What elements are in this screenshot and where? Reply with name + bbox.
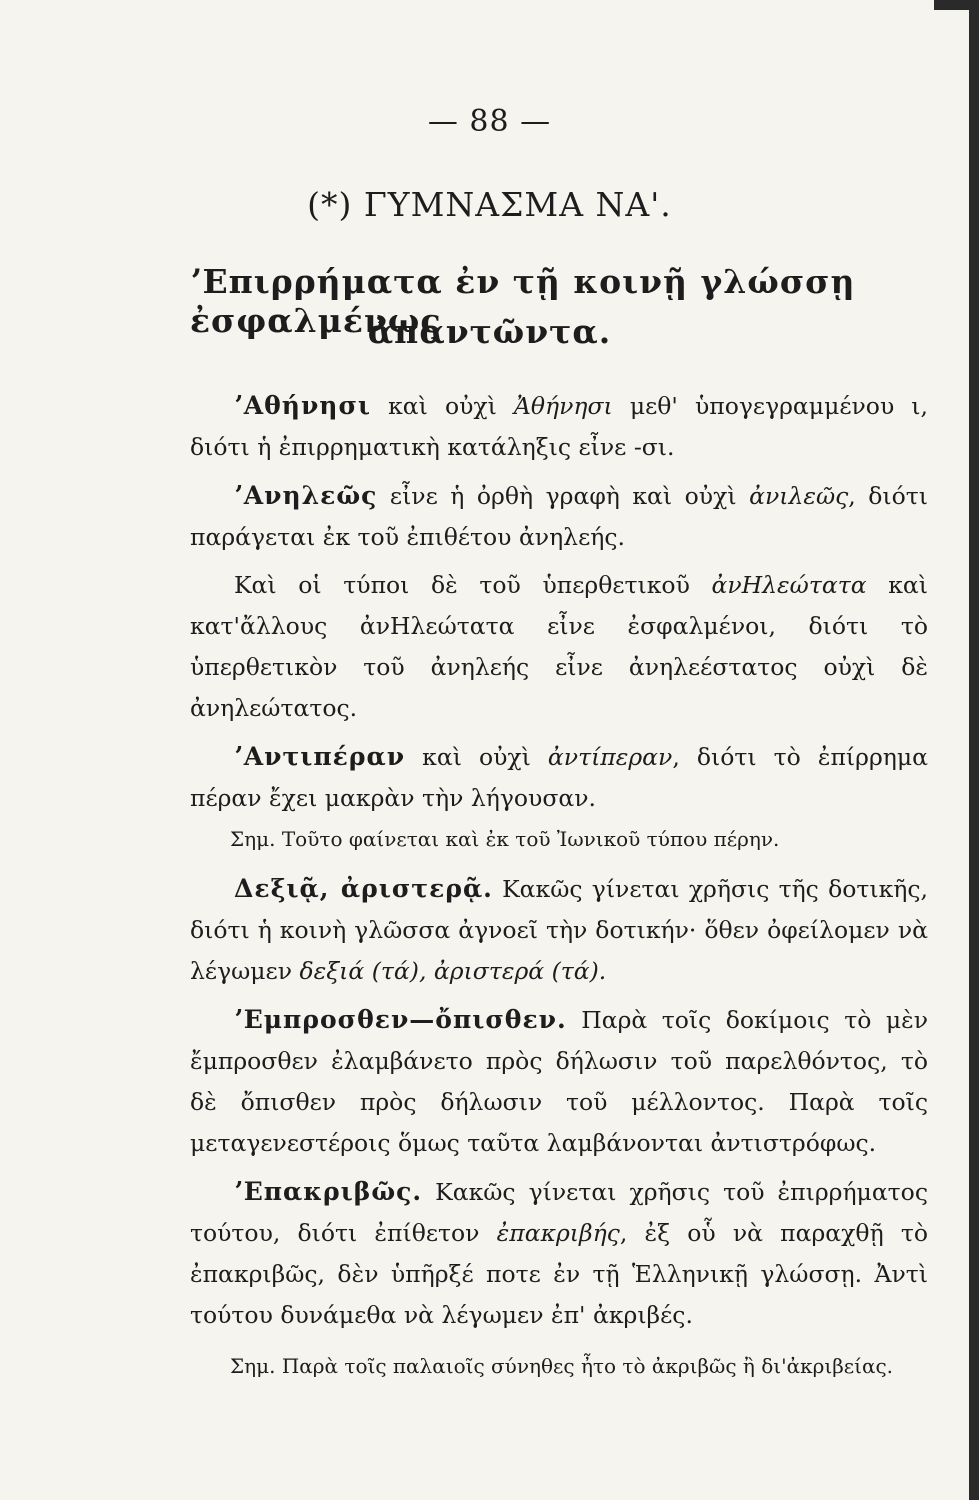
paragraph-text: Καὶ οἱ τύποι δὲ τοῦ ὑπερθετικοῦ <box>234 571 712 599</box>
section-title-line1: ʼΕπιρρήματα ἐν τῇ κοινῇ γλώσσῃ ἐσφαλμένως <box>190 262 856 340</box>
paragraph <box>190 999 928 1164</box>
italic-form: ἀνΗλεώτατα <box>711 571 867 599</box>
paragraph-text: εἶνε ἡ ὀρθὴ γραφὴ καὶ οὐχὶ <box>377 482 750 510</box>
entry-word: ʼΑντιπέραν <box>234 742 406 771</box>
paragraph-text: καὶ κατ'ἄλλους ἀνΗλεώτατα εἶνε ἐσφαλμένοι, διότι τὸ ὑπερθετικὸν τοῦ ἀνηλεής εἶνε ἀνηλεέστατος οὐχὶ δὲ ἀνηλεώτατος. <box>190 571 928 722</box>
body-text <box>190 385 928 1387</box>
entry-word: ʼΑνηλεῶς <box>234 481 378 510</box>
note: Σημ. Τοῦτο φαίνεται καὶ ἐκ τοῦ Ἰωνικοῦ τύπου πέρην. <box>230 827 780 851</box>
paragraph-text: , διότι τὸ ἐπίρρημα πέραν ἔχει μακρὰν τὴν λήγουσαν. <box>190 743 928 812</box>
paragraph <box>190 736 928 819</box>
paragraph <box>190 868 928 992</box>
paragraph-text: μεθ' ὑπογεγραμμένου ι, διότι ἡ ἐπιρρηματικὴ κατάληξις εἶνε -σι. <box>190 392 928 461</box>
paragraph <box>190 565 928 729</box>
paragraph-text: Κακῶς γίνεται χρῆσις τοῦ ἐπιρρήματος τούτου, διότι ἐπίθετον <box>190 1178 928 1247</box>
italic-form: ἀνιλεῶς <box>749 482 849 510</box>
paragraph-text: , διότι παράγεται ἐκ τοῦ ἐπιθέτου ἀνηλεής. <box>190 482 928 551</box>
italic-form: ἀντίπεραν <box>547 743 673 771</box>
entry-word: Δεξιᾷ, ἀριστερᾷ. <box>234 874 493 903</box>
paragraph <box>190 1171 928 1336</box>
paragraph-text: , ἐξ οὗ νὰ παραχθῇ τὸ ἐπακριβῶς, δὲν ὑπῆρξέ ποτε ἐν τῇ Ἑλληνικῇ γλώσσῃ. Ἀντὶ τούτου δυνάμεθα νὰ λέγωμεν ἐπ' ἀκριβές. <box>190 1219 928 1329</box>
section-title-line2: ἀπαντῶντα. <box>367 312 612 351</box>
paragraph <box>190 475 928 558</box>
entry-word: ʼΕμπροσθεν—ὄπισθεν. <box>234 1005 567 1034</box>
note: Σημ. Παρὰ τοῖς παλαιοῖς σύνηθες ἦτο τὸ ἀκριβῶς ἢ δι'ἀκριβείας. <box>230 1354 894 1378</box>
paragraph-text: καὶ οὐχὶ <box>371 392 514 420</box>
paragraph <box>190 385 928 468</box>
scan-edge-top <box>934 0 979 10</box>
entry-word: ʼΑθήνησι <box>234 391 372 420</box>
paragraph-text: Κακῶς γίνεται χρῆσις τῆς δοτικῆς, διότι ἡ κοινὴ γλῶσσα ἀγνοεῖ τὴν δοτικήν· ὅθεν ὀφείλομεν νὰ λέγωμεν <box>190 875 928 985</box>
italic-form: ἐπακριβής <box>496 1219 620 1247</box>
entry-word: ʼΕπακριβῶς. <box>234 1177 423 1206</box>
paragraph-text: καὶ οὐχὶ <box>405 743 548 771</box>
scan-edge <box>969 0 979 1500</box>
exercise-heading: (*) ΓΥΜΝΑΣΜΑ ΝΑ'. <box>307 185 672 224</box>
page-number: — 88 — <box>427 104 552 139</box>
paragraph-text: Παρὰ τοῖς δοκίμοις τὸ μὲν ἔμπροσθεν ἐλαμβάνετο πρὸς δήλωσιν τοῦ παρελθόντος, τὸ δὲ ὄπισθεν πρὸς δήλωσιν τοῦ μέλλοντος. Παρὰ τοῖς μεταγενεστέροις ὅμως ταῦτα λαμβάνονται ἀντιστρόφως. <box>190 1006 928 1157</box>
italic-form: δεξιά (τά), ἀριστερά (τά). <box>299 957 607 985</box>
italic-form: Ἀθήνησι <box>513 392 613 420</box>
